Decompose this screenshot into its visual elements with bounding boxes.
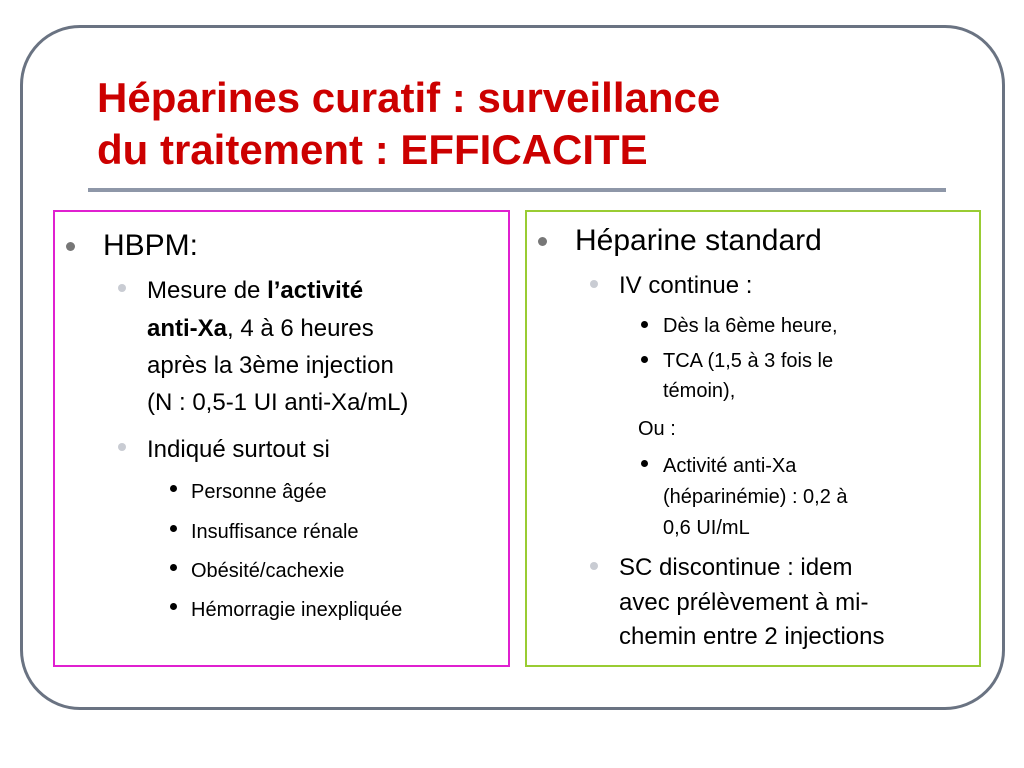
title-line-2: du traitement : EFFICACITE [97,126,648,173]
indication-item: Obésité/cachexie [191,560,345,582]
iv-continue: IV continue : [619,272,753,299]
bullet-dot-icon [641,321,648,328]
iv-sub-item-cont: 0,6 UI/mL [663,517,750,539]
hbpm-measure-line-2: anti-Xa, 4 à 6 heures [147,315,374,342]
indication-item: Insuffisance rénale [191,521,359,543]
bullet-dot-icon [641,460,648,467]
bullet-dot-icon [170,564,177,571]
bullet-dot-icon [590,562,598,570]
indication-item: Personne âgée [191,481,327,503]
iv-sub-item: Dès la 6ème heure, [663,315,838,337]
hbpm-measure-line-1: Mesure de l’activité [147,277,364,304]
bullet-dot-icon [170,525,177,532]
sc-discontinue-line-1: SC discontinue : idem [619,554,853,581]
hbpm-heading: HBPM: [103,229,199,262]
title-line-1: Héparines curatif : surveillance [97,74,721,121]
sc-discontinue-line-2: avec prélèvement à mi- [619,589,869,616]
bullet-dot-icon [66,242,75,251]
bullet-dot-icon [641,356,648,363]
hbpm-measure-line-3: après la 3ème injection [147,352,394,379]
bullet-dot-icon [170,485,177,492]
bullet-dot-icon [118,443,126,451]
iv-sub-item-cont: témoin), [663,380,736,402]
hbpm-indication: Indiqué surtout si [147,436,330,463]
bullet-dot-icon [170,603,177,610]
iv-sub-item: Activité anti-Xa [663,455,797,477]
hbpm-measure-line-4: (N : 0,5-1 UI anti-Xa/mL) [147,389,409,416]
iv-sub-item-cont: (héparinémie) : 0,2 à [663,486,848,508]
bullet-dot-icon [118,284,126,292]
title-underline [88,188,946,192]
bullet-dot-icon [538,237,547,246]
indication-item: Hémorragie inexpliquée [191,599,403,621]
ou-label: Ou : [638,418,676,440]
heparine-heading: Héparine standard [575,224,822,257]
sc-discontinue-line-3: chemin entre 2 injections [619,623,885,650]
slide-title [97,72,957,176]
bullet-dot-icon [590,280,598,288]
iv-sub-item: TCA (1,5 à 3 fois le [663,350,834,372]
